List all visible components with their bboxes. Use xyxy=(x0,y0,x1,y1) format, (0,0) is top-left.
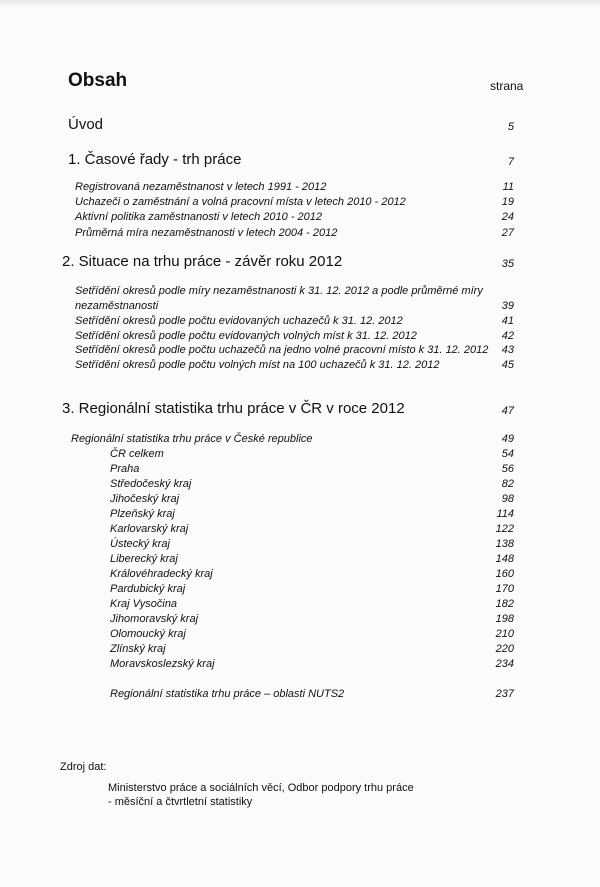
toc-entry-title: Ústecký kraj xyxy=(110,538,170,550)
toc-page-number: 27 xyxy=(501,227,514,239)
toc-page-number: 42 xyxy=(501,330,514,342)
toc-entry-title: Karlovarský kraj xyxy=(110,523,189,535)
toc-entry-title: Praha xyxy=(110,463,140,475)
toc-entry-title: Regionální statistika trhu práce v České republice xyxy=(71,433,313,445)
toc-entry-title: Setřídění okresů podle počtu uchazečů na jedno volné pracovní místo k 31. 12. 2012 xyxy=(75,344,489,356)
source-line-1: Ministerstvo práce a sociálních věcí, Odbor podpory trhu práce xyxy=(108,782,414,794)
toc-entry-title: Setřídění okresů podle počtu evidovaných volných míst k 31. 12. 2012 xyxy=(75,330,417,342)
toc-page-number: 182 xyxy=(495,598,514,610)
toc-page-number: 122 xyxy=(495,523,514,535)
toc-entry-title: Průměrná míra nezaměstnanosti v letech 2004 - 2012 xyxy=(75,227,338,239)
toc-entry-title: Plzeňský kraj xyxy=(110,508,175,520)
toc-page-number: 24 xyxy=(501,211,514,223)
toc-entry-title: Jihočeský kraj xyxy=(110,493,180,505)
toc-page-number: 234 xyxy=(495,658,514,670)
toc-page-number: 160 xyxy=(495,568,514,580)
toc-entry-title: Setřídění okresů podle míry nezaměstnanosti k 31. 12. 2012 a podle průměrné míry xyxy=(75,285,483,297)
toc-entry-title: Setřídění okresů podle počtu volných míst na 100 uchazečů k 31. 12. 2012 xyxy=(75,359,440,371)
toc-page-number: 19 xyxy=(501,196,514,208)
toc-entry-title: ČR celkem xyxy=(110,448,164,460)
toc-section-title: 3. Regionální statistika trhu práce v ČR v roce 2012 xyxy=(62,400,405,417)
toc-entry-title: Liberecký kraj xyxy=(110,553,178,565)
toc-entry-title: Kraj Vysočina xyxy=(110,598,178,610)
toc-entry-title: nezaměstnanosti xyxy=(75,300,159,312)
toc-entry-title: Aktivní politika zaměstnanosti v letech 2010 - 2012 xyxy=(75,211,323,223)
toc-entry-title: Olomoucký kraj xyxy=(110,628,186,640)
toc-page-number: 220 xyxy=(495,643,514,655)
toc-page-number: 49 xyxy=(501,433,514,445)
toc-section-title: 1. Časové řady - trh práce xyxy=(68,151,242,168)
toc-page-number: 114 xyxy=(496,508,514,520)
toc-page-number: 43 xyxy=(501,344,514,356)
toc-page-number: 11 xyxy=(502,181,514,193)
toc-entry-title: Regionální statistika trhu práce – oblasti NUTS2 xyxy=(110,688,345,700)
toc-page-number: 198 xyxy=(495,613,514,625)
toc-entry-title: Jihomoravský kraj xyxy=(110,613,199,625)
toc-entry-title: Uchazeči o zaměstnání a volná pracovní místa v letech 2010 - 2012 xyxy=(75,196,406,208)
toc-page-number: 82 xyxy=(501,478,514,490)
toc-section-title: Úvod xyxy=(68,116,104,133)
toc-entry-title: Setřídění okresů podle počtu evidovaných uchazečů k 31. 12. 2012 xyxy=(75,315,403,327)
toc-page-number: 54 xyxy=(501,448,514,460)
toc-entry-title: Registrovaná nezaměstnanost v letech 1991 - 2012 xyxy=(75,181,327,193)
page-column-label: strana xyxy=(490,79,524,93)
toc-entry-title: Středočeský kraj xyxy=(110,478,192,490)
toc-page-number: 138 xyxy=(495,538,514,550)
toc-page-number: 45 xyxy=(501,359,514,371)
toc-page-number: 5 xyxy=(507,121,514,133)
toc-entry-title: Moravskoslezský kraj xyxy=(110,658,215,670)
source-line-2: - měsíční a čtvrtletní statistiky xyxy=(108,796,253,808)
toc-entry-title: Královéhradecký kraj xyxy=(110,568,213,580)
toc-page-number: 170 xyxy=(495,583,514,595)
toc-page-number: 7 xyxy=(507,156,514,168)
toc-page-number: 148 xyxy=(495,553,514,565)
toc-page-number: 35 xyxy=(501,258,514,270)
toc-entry-title: Pardubický kraj xyxy=(110,583,186,595)
toc-page-number: 56 xyxy=(501,463,514,475)
toc-page-number: 210 xyxy=(495,628,514,640)
toc-entry-title: Zlínský kraj xyxy=(110,643,166,655)
page-title: Obsah xyxy=(68,70,128,91)
toc-page-number: 47 xyxy=(501,405,514,417)
scan-edge xyxy=(0,0,600,6)
toc-page-number: 41 xyxy=(501,315,514,327)
toc-page-number: 98 xyxy=(501,493,514,505)
toc-section-title: 2. Situace na trhu práce - závěr roku 2012 xyxy=(62,253,343,270)
toc-page-number: 237 xyxy=(495,688,514,700)
toc-page-number: 39 xyxy=(501,300,514,312)
source-label: Zdroj dat: xyxy=(60,761,107,773)
